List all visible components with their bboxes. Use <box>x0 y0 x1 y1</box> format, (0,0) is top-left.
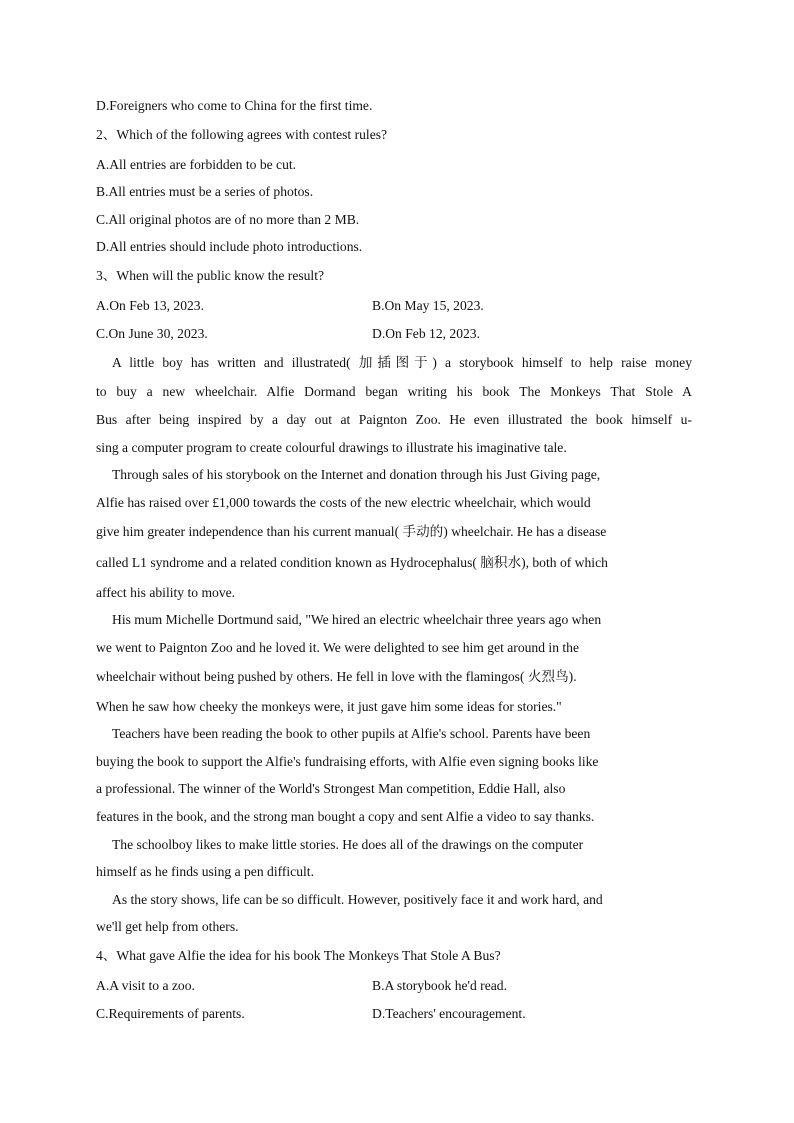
q2-option-a: A.All entries are forbidden to be cut. <box>96 157 297 172</box>
passage-p6-line: As the story shows, life can be so difficult. However, positively face it and work hard, and <box>112 892 603 907</box>
passage-p3-line: wheelchair without being pushed by others. He fell in love with the flamingos( 火烈鸟). <box>96 669 577 684</box>
passage-p1-line: Bus after being inspired by a day out at Paignton Zoo. He even illustrated the book himself u- <box>96 412 692 427</box>
passage-p3-line: we went to Paignton Zoo and he loved it. We were delighted to see him get around in the <box>96 640 580 655</box>
passage-p4-line: Teachers have been reading the book to other pupils at Alfie's school. Parents have been <box>112 726 591 741</box>
q4-option-b: B.A storybook he'd read. <box>372 978 507 993</box>
q4-option-a: A.A visit to a zoo. <box>96 978 195 993</box>
passage-p4-line: features in the book, and the strong man bought a copy and sent Alfie a video to say thanks. <box>96 809 595 824</box>
passage-p6-line: we'll get help from others. <box>96 919 239 934</box>
q3-option-c: C.On June 30, 2023. <box>96 326 208 341</box>
q3-option-b: B.On May 15, 2023. <box>372 298 484 313</box>
passage-p2-line: affect his ability to move. <box>96 585 236 600</box>
passage-p4-line: buying the book to support the Alfie's fundraising efforts, with Alfie even signing books like <box>96 754 599 769</box>
passage-p2-line: Through sales of his storybook on the Internet and donation through his Just Giving page, <box>112 467 601 482</box>
q3-option-a: A.On Feb 13, 2023. <box>96 298 204 313</box>
q3-option-d: D.On Feb 12, 2023. <box>372 326 480 341</box>
passage-p5-line: himself as he finds using a pen difficult. <box>96 864 314 879</box>
passage-p2-line: give him greater independence than his current manual( 手动的) wheelchair. He has a disease <box>96 524 607 539</box>
q2-option-c: C.All original photos are of no more than 2 MB. <box>96 212 360 227</box>
q2-question: 2、Which of the following agrees with contest rules? <box>96 127 388 142</box>
q1-option-d: D.Foreigners who come to China for the first time. <box>96 98 373 113</box>
passage-p1-line: sing a computer program to create colourful drawings to illustrate his imaginative tale. <box>96 440 567 455</box>
passage-p2-line: called L1 syndrome and a related condition known as Hydrocephalus( 脑积水), both of which <box>96 555 608 570</box>
q3-question: 3、When will the public know the result? <box>96 268 325 283</box>
passage-p4-line: a professional. The winner of the World's Strongest Man competition, Eddie Hall, also <box>96 781 566 796</box>
q2-option-d: D.All entries should include photo introductions. <box>96 239 363 254</box>
passage-p3-line: When he saw how cheeky the monkeys were, it just gave him some ideas for stories." <box>96 699 562 714</box>
q4-question: 4、What gave Alfie the idea for his book The Monkeys That Stole A Bus? <box>96 948 501 963</box>
q4-option-c: C.Requirements of parents. <box>96 1006 245 1021</box>
q4-option-d: D.Teachers' encouragement. <box>372 1006 526 1021</box>
q2-option-b: B.All entries must be a series of photos. <box>96 184 314 199</box>
passage-p1-line: to buy a new wheelchair. Alfie Dormand began writing his book The Monkeys That Stole A <box>96 384 692 399</box>
passage-p2-line: Alfie has raised over £1,000 towards the costs of the new electric wheelchair, which would <box>96 495 591 510</box>
passage-p1-line: A little boy has written and illustrated( 加插图于) a storybook himself to help raise money <box>112 355 692 370</box>
passage-p5-line: The schoolboy likes to make little stories. He does all of the drawings on the computer <box>112 837 584 852</box>
passage-p3-line: His mum Michelle Dortmund said, "We hired an electric wheelchair three years ago when <box>112 612 602 627</box>
